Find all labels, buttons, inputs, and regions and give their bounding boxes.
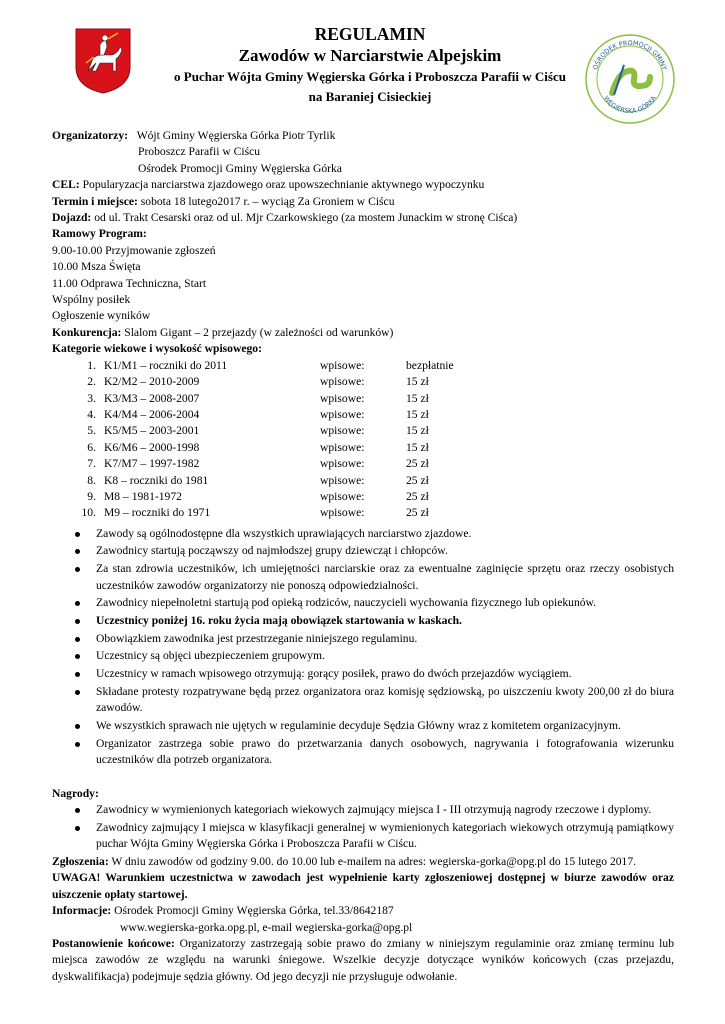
program-item: 10.00 Msza Święta <box>52 260 141 274</box>
program-label <box>52 226 674 242</box>
organizer-line: Ośrodek Promocji Gminy Węgierska Górka <box>138 161 342 175</box>
final-text: Organizatorzy zastrzegają sobie prawo do zmiany w niniejszym regulaminie oraz zmianę terminu lub miejsca zawodów ze względu na warunki śniegowe. Wszelkie decyzje dotyczące wyników końcowych (czas przejazdu, dyskwalifikacja) podejmuje sędzia główny. Od jego decyzji nie przysługuje odwołanie. <box>52 936 674 983</box>
category-name: K1/M1 – roczniki do 2011 <box>104 358 228 372</box>
organizer-line: Wójt Gminy Węgierska Górka Piotr Tyrlik <box>136 129 336 142</box>
category-number: 8. <box>87 473 96 487</box>
rules-list <box>52 526 674 769</box>
program-label-text: Ramowy Program: <box>52 227 147 241</box>
table-row <box>52 374 454 390</box>
logo-text-top: OŚRODEK PROMOCJI GMINY <box>591 38 669 71</box>
information-label: Informacje: <box>52 904 112 918</box>
prizes-list <box>52 802 674 853</box>
category-number: 7. <box>87 457 96 471</box>
category-number: 10. <box>81 506 96 520</box>
fee-label: wpisowe: <box>320 424 365 438</box>
table-row <box>52 423 454 439</box>
fee-label: wpisowe: <box>320 407 365 421</box>
category-name: K4/M4 – 2006-2004 <box>104 407 200 421</box>
cup-name: o Puchar Wójta Gminy Węgierska Górka i Proboszcza Parafii w Ciścu <box>174 69 566 84</box>
access-text: od ul. Trakt Cesarski oraz od ul. Mjr Czarkowskiego (za mostem Junackim w stronę Ciśca) <box>91 211 518 225</box>
email-text: , e-mail wegierska-gorka@opg.pl <box>256 920 413 934</box>
website-link[interactable]: www.wegierska-gorka.opg.pl <box>120 920 257 934</box>
fee-label: wpisowe: <box>320 473 365 487</box>
fee-label: wpisowe: <box>320 358 365 372</box>
competition-line <box>52 325 674 341</box>
fee-value: bezpłatnie <box>406 358 454 372</box>
fee-value: 15 zł <box>406 440 429 454</box>
time-place-text: sobota 18 lutego2017 r. – wyciąg Za Groniem w Ciścu <box>137 194 395 208</box>
program-item: Ogłoszenie wyników <box>52 309 151 323</box>
category-number: 5. <box>87 424 96 438</box>
fee-label: wpisowe: <box>320 391 365 405</box>
list-item: Za stan zdrowia uczestników, ich umiejętności narciarskie oraz za ewentualne zaginięcie sprzętu oraz rzeczy osobistych uczestników zawodów organizatorzy nie ponoszą odpowiedzialności. <box>52 561 674 594</box>
regulation-body <box>52 128 674 985</box>
category-name: K7/M7 – 1997-1982 <box>104 457 200 471</box>
table-row <box>52 473 454 489</box>
fee-label: wpisowe: <box>320 440 365 454</box>
list-item: We wszystkich sprawach nie ujętych w regulaminie decyduje Sędzia Główny wraz z komitetem organizacyjnym. <box>52 718 674 734</box>
fee-value: 25 zł <box>406 506 429 520</box>
list-item: Zawodnicy w wymienionych kategoriach wiekowych zajmujący miejsca I - III otrzymują nagrody rzeczowe i dyplomy. <box>52 802 674 818</box>
category-name: K5/M5 – 2003-2001 <box>104 424 200 438</box>
list-item: Zawody są ogólnodostępne dla wszystkich uprawiających narciarstwo zjazdowe. <box>52 526 674 542</box>
fee-value: 25 zł <box>406 473 429 487</box>
category-name: K6/M6 – 2000-1998 <box>104 440 200 454</box>
time-place-label: Termin i miejsce: <box>52 194 138 208</box>
document-title-block <box>130 24 610 107</box>
time-place-line <box>52 194 674 210</box>
fee-label: wpisowe: <box>320 506 365 520</box>
venue-name: na Baraniej Cisieckiej <box>308 89 432 104</box>
list-item: Zawodnicy startują począwszy od najmłodszej grupy dziewcząt i chłopców. <box>52 543 674 559</box>
table-row <box>52 456 454 472</box>
fee-label: wpisowe: <box>320 489 365 503</box>
warning-text: UWAGA! Warunkiem uczestnictwa w zawodach jest wypełnienie karty zgłoszeniowej dostępnej w biurze zawodów oraz uiszczenie opłaty startowej. <box>52 871 674 901</box>
goal-label: CEL: <box>52 178 80 192</box>
fee-value: 15 zł <box>406 424 429 438</box>
categories-label <box>52 341 674 357</box>
registration-text: W dniu zawodów od godziny 9.00. do 10.00 lub e-mailem na adres: wegierska-gorka@opg.pl do 15 lutego 2017. <box>108 854 637 868</box>
goal-line <box>52 177 674 193</box>
list-item: Składane protesty rozpatrywane będą przez organizatora oraz komisję sędziowską, po uiszczeniu kwoty 200,00 zł do biura zawodów. <box>52 684 674 717</box>
category-number: 2. <box>87 375 96 389</box>
contact-line <box>52 920 674 936</box>
final-label: Postanowienie końcowe: <box>52 936 175 950</box>
competition-text: Slalom Gigant – 2 przejazdy (w zależności od warunków) <box>121 325 394 339</box>
category-number: 3. <box>87 391 96 405</box>
competition-label: Konkurencja: <box>52 325 122 339</box>
spacer <box>52 770 674 786</box>
information-text: Ośrodek Promocji Gminy Węgierska Górka, tel.33/8642187 <box>111 904 394 918</box>
prizes-label <box>52 786 674 802</box>
categories-table <box>52 358 454 522</box>
access-line <box>52 210 674 226</box>
table-row <box>52 505 454 521</box>
program-item: 9.00-10.00 Przyjmowanie zgłoszeń <box>52 243 216 257</box>
registration-label: Zgłoszenia: <box>52 854 109 868</box>
promotion-center-logo-icon <box>584 33 676 125</box>
information-line <box>52 903 674 919</box>
table-row <box>52 358 454 374</box>
document-title: REGULAMIN <box>314 24 426 44</box>
list-item: Uczestnicy w ramach wpisowego otrzymują: gorący posiłek, prawo do dwóch przejazdów wyciągiem. <box>52 666 674 682</box>
category-number: 4. <box>87 407 96 421</box>
category-number: 1. <box>87 358 96 372</box>
category-number: 9. <box>87 489 96 503</box>
categories-label-text: Kategorie wiekowe i wysokość wpisowego: <box>52 342 262 356</box>
document-subtitle: Zawodów w Narciarstwie Alpejskim <box>238 46 502 65</box>
list-item: Zawodnicy niepełnoletni startują pod opieką rodziców, nauczycieli wychowania fizycznego lub opiekunów. <box>52 595 674 611</box>
category-name: K2/M2 – 2010-2009 <box>104 375 200 389</box>
list-item: Organizator zastrzega sobie prawo do przetwarzania danych osobowych, nagrywania i fotografowania wizerunku uczestników dla potrzeb organizatora. <box>52 736 674 769</box>
logo-text-bottom: WĘGIERSKA GÓRKA <box>602 94 658 116</box>
fee-value: 15 zł <box>406 391 429 405</box>
coat-of-arms-icon <box>74 27 132 95</box>
list-item: Uczestnicy są objęci ubezpieczeniem grupowym. <box>52 648 674 664</box>
table-row <box>52 489 454 505</box>
fee-label: wpisowe: <box>320 375 365 389</box>
category-name: M9 – roczniki do 1971 <box>104 506 211 520</box>
fee-value: 25 zł <box>406 489 429 503</box>
list-item: Uczestnicy poniżej 16. roku życia mają obowiązek startowania w kaskach. <box>52 613 674 629</box>
prizes-label-text: Nagrody: <box>52 786 99 800</box>
fee-label: wpisowe: <box>320 457 365 471</box>
list-item: Zawodnicy zajmujący I miejsca w klasyfikacji generalnej w wymienionych kategoriach wiekowych otrzymują pamiątkowy puchar Wójta Gminy Węgierska Górka i Proboszcza Parafii w Ciścu. <box>52 820 674 853</box>
fee-value: 15 zł <box>406 375 429 389</box>
category-name: K3/M3 – 2008-2007 <box>104 391 200 405</box>
fee-value: 15 zł <box>406 407 429 421</box>
access-label: Dojazd: <box>52 211 92 225</box>
category-number: 6. <box>87 440 96 454</box>
organizer-line: Proboszcz Parafii w Ciścu <box>138 145 261 159</box>
category-name: K8 – roczniki do 1981 <box>104 473 209 487</box>
list-item: Obowiązkiem zawodnika jest przestrzeganie niniejszego regulaminu. <box>52 631 674 647</box>
goal-text: Popularyzacja narciarstwa zjazdowego oraz upowszechnianie aktywnego wypoczynku <box>79 178 485 192</box>
registration-line <box>52 854 674 870</box>
program-item: Wspólny posiłek <box>52 293 131 307</box>
final-provision <box>52 936 674 985</box>
table-row <box>52 407 454 423</box>
table-row <box>52 440 454 456</box>
fee-value: 25 zł <box>406 457 429 471</box>
category-name: M8 – 1981-1972 <box>104 489 182 503</box>
organizers-section <box>52 128 674 144</box>
table-row <box>52 391 454 407</box>
organizers-label: Organizatorzy: <box>52 129 128 142</box>
program-item: 11.00 Odprawa Techniczna, Start <box>52 276 207 290</box>
